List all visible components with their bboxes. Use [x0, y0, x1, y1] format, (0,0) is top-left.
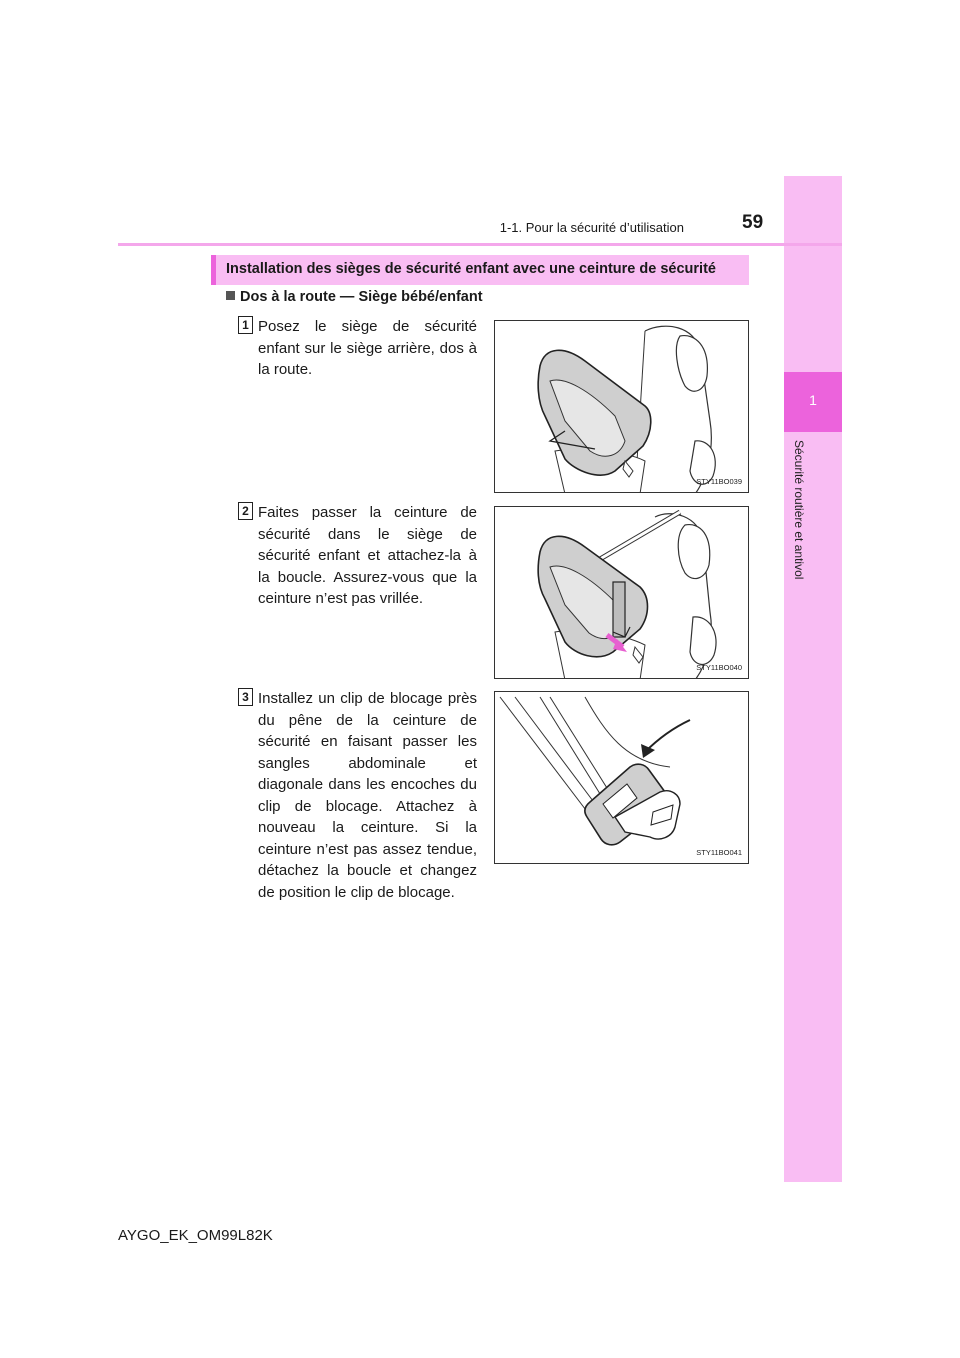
figure-step-3	[494, 691, 749, 864]
step-number-2: 2	[238, 502, 253, 520]
step-number-1: 1	[238, 316, 253, 334]
banner-title: Installation des sièges de sécurité enfant avec une ceinture de sécurité	[226, 261, 716, 277]
figure-code-3: STY11BO041	[696, 848, 742, 857]
child-seat-rear-facing-illustration	[495, 321, 749, 493]
step-text-3: Installez un clip de blocage près du pêne de la ceinture de sécurité en faisant passer les sangles abdominale et diagonale dans les encoches du clip de blocage. Attachez à nouveau la ceinture. Si la ceinture n’est pas assez tendue, détachez la boucle et changez de position le clip de blocage.	[258, 690, 477, 901]
document-code: AYGO_EK_OM99L82K	[118, 1227, 273, 1244]
chapter-label: Sécurité routière et antivol	[792, 440, 806, 580]
step-text-1: Posez le siège de sécurité enfant sur le siège arrière, dos à la route.	[258, 318, 477, 378]
square-bullet-icon	[226, 291, 235, 300]
subheading	[226, 289, 483, 305]
section-title: 1-1. Pour la sécurité d’utilisation	[499, 220, 684, 235]
header-divider	[118, 243, 842, 246]
figure-code-1: STY11BO039	[696, 477, 742, 486]
figure-code-2: STY11BO040	[696, 663, 742, 672]
chapter-number: 1	[809, 392, 817, 408]
page-number: 59	[742, 212, 764, 233]
figure-step-1	[494, 320, 749, 493]
figure-step-2	[494, 506, 749, 679]
subheading-text: Dos à la route — Siège bébé/enfant	[240, 289, 483, 305]
section-banner	[211, 255, 749, 285]
chapter-side-band	[784, 176, 842, 1182]
step-number-3: 3	[238, 688, 253, 706]
step-text-2: Faites passer la ceinture de sécurité dans le siège de sécurité enfant et attachez-la à la boucle. Assurez-vous que la ceinture n’est pas vrillée.	[258, 504, 477, 607]
seatbelt-routing-illustration	[495, 507, 749, 679]
locking-clip-illustration	[495, 692, 749, 864]
